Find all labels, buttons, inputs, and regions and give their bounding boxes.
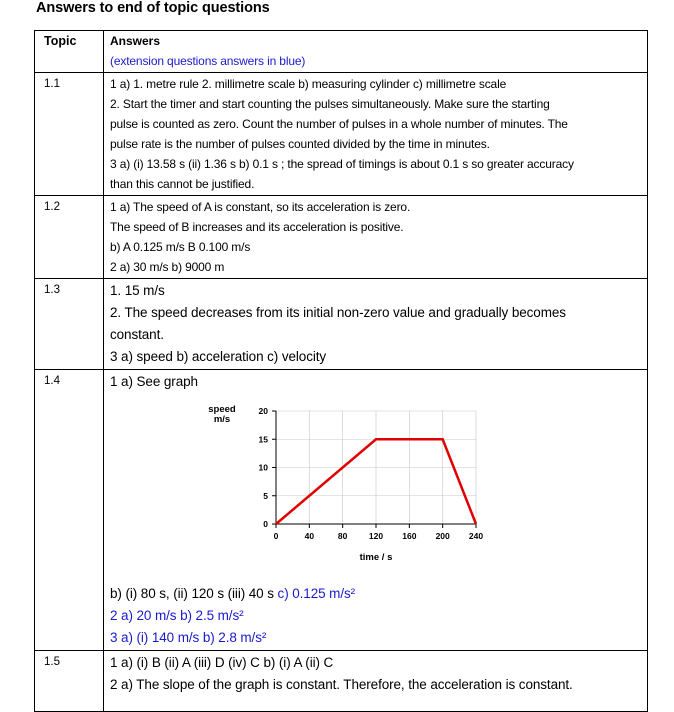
y-tick-label: 0 [263, 519, 268, 529]
table-row [35, 279, 648, 370]
answer-line: 2 a) The slope of the graph is constant. Therefore, the acceleration is constant. [110, 674, 643, 696]
y-axis-label-line-2: m/s [214, 414, 230, 425]
y-tick-label: 15 [259, 434, 269, 444]
page-title: Answers to end of topic questions [36, 0, 270, 16]
answer-cell [104, 279, 648, 370]
answer-cell [104, 651, 648, 712]
table-header-row [35, 31, 648, 73]
answers-table [34, 30, 648, 712]
header-topic: Topic [35, 31, 104, 73]
answer-text-black: b) (i) 80 s, (ii) 120 s (iii) 40 s [110, 586, 278, 601]
topic-cell: 1.4 [35, 370, 104, 651]
table-row [35, 73, 648, 196]
header-answers: Answers [110, 32, 643, 51]
topic-cell: 1.5 [35, 651, 104, 712]
answer-line: 1 a) The speed of A is constant, so its acceleration is zero. [110, 197, 643, 217]
answer-line-extension: 2 a) 20 m/s b) 2.5 m/s² [110, 605, 643, 627]
answer-line: b) A 0.125 m/s B 0.100 m/s [110, 237, 643, 257]
x-tick-label: 200 [436, 531, 450, 541]
x-tick-label: 120 [369, 531, 383, 541]
x-axis-label: time / s [360, 552, 393, 563]
y-tick-label: 20 [259, 406, 269, 416]
y-tick-label: 5 [263, 491, 268, 501]
table-row [35, 196, 648, 279]
answer-line: constant. [110, 324, 643, 346]
speed-time-graph [110, 393, 643, 583]
speed-time-chart [110, 393, 610, 583]
header-answers-cell [104, 31, 648, 73]
answer-line: 2 a) 30 m/s b) 9000 m [110, 257, 643, 277]
x-tick-label: 0 [274, 531, 279, 541]
answer-line [110, 583, 643, 605]
table-row [35, 651, 648, 712]
answer-line: 1. 15 m/s [110, 280, 643, 302]
answer-line: 2. The speed decreases from its initial non-zero value and gradually becomes [110, 302, 643, 324]
header-answers-note: (extension questions answers in blue) [110, 51, 643, 71]
answer-line: pulse is counted as zero. Count the number of pulses in a whole number of minutes. The [110, 114, 643, 134]
answer-line [110, 696, 643, 710]
x-tick-label: 160 [402, 531, 416, 541]
answer-line: pulse rate is the number of pulses counted divided by the time in minutes. [110, 134, 643, 154]
topic-cell: 1.3 [35, 279, 104, 370]
table-row [35, 370, 648, 651]
answer-cell [104, 370, 648, 651]
answer-line: 1 a) 1. metre rule 2. millimetre scale b) measuring cylinder c) millimetre scale [110, 74, 643, 94]
answer-cell [104, 73, 648, 196]
answer-line-extension: 3 a) (i) 140 m/s b) 2.8 m/s² [110, 627, 643, 649]
answer-line: 1 a) See graph [110, 371, 643, 393]
answer-line: 3 a) (i) 13.58 s (ii) 1.36 s b) 0.1 s ; the spread of timings is about 0.1 s so greater accuracy [110, 154, 643, 174]
answer-cell [104, 196, 648, 279]
answer-text-extension: c) 0.125 m/s² [278, 586, 355, 601]
x-tick-label: 80 [338, 531, 348, 541]
y-axis-label-line-1: speed [208, 404, 236, 415]
answer-line: 2. Start the timer and start counting the pulses simultaneously. Make sure the starting [110, 94, 643, 114]
answer-line: than this cannot be justified. [110, 174, 643, 194]
x-tick-label: 40 [305, 531, 315, 541]
x-tick-label: 240 [469, 531, 483, 541]
answer-line: 1 a) (i) B (ii) A (iii) D (iv) C b) (i) A (ii) C [110, 652, 643, 674]
topic-cell: 1.2 [35, 196, 104, 279]
topic-cell: 1.1 [35, 73, 104, 196]
answer-line: 3 a) speed b) acceleration c) velocity [110, 346, 643, 368]
answer-line: The speed of B increases and its acceleration is positive. [110, 217, 643, 237]
y-tick-label: 10 [259, 463, 269, 473]
